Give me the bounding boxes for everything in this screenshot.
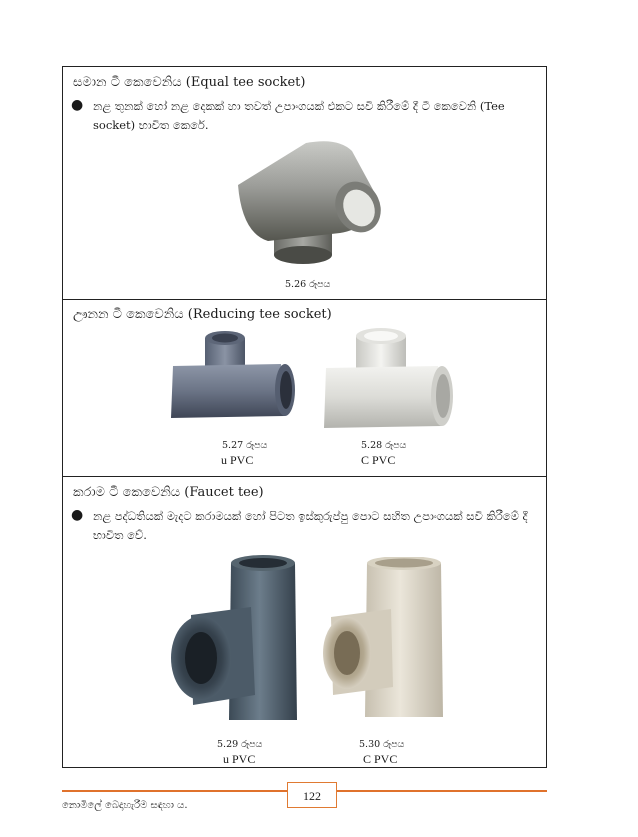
bullet-text: නළ තුනක් හෝ නළ දෙකක් හා තවත් උපාංගයක් එකට සවි කිරීමේ දී ටී කෙවෙනි (Tee socket) භාවිත කෙරේ.	[93, 99, 505, 132]
bullet-icon: ●	[71, 507, 84, 523]
figure-caption: 5.26 රූපය	[285, 279, 331, 290]
figure-caption: 5.28 රූපය	[361, 440, 407, 451]
footer-note: නොමිලේ බෙදාහැරීම සඳහා ය.	[62, 800, 188, 811]
page-number: 122	[287, 782, 337, 808]
figure-caption: 5.30 රූපය	[359, 739, 405, 750]
material-label: u PVC	[223, 752, 256, 766]
material-label: C PVC	[361, 453, 396, 467]
bullet-text: නළ පද්ධතියක් මැදට කරාමයක් හෝ පිටත ඉස්කුරුප්පු පොට සහිත උපාංගයක් සවි කිරීමේ දී භාවිත වේ.	[93, 509, 528, 542]
bullet-icon: ●	[71, 97, 84, 113]
reducing-tee-upvc-image	[163, 328, 303, 428]
material-label: C PVC	[363, 752, 398, 766]
figure-caption: 5.27 රූපය	[222, 440, 268, 451]
section-faucet-tee	[63, 477, 546, 768]
section-title: කරාම ටී කෙවෙනිය (Faucet tee)	[73, 485, 264, 500]
section-title: ඌනන ටී කෙවෙනිය (Reducing tee socket)	[73, 307, 332, 322]
faucet-tee-upvc-image	[171, 555, 311, 725]
section-title: සමාන ටී කෙවෙනිය (Equal tee socket)	[73, 75, 306, 90]
section-equal-tee	[63, 67, 546, 300]
section-reducing-tee	[63, 300, 546, 477]
equal-tee-image	[228, 137, 388, 267]
reducing-tee-cpvc-image	[318, 326, 458, 436]
figure-caption: 5.29 රූපය	[217, 739, 263, 750]
faucet-tee-cpvc-image	[321, 557, 461, 727]
material-label: u PVC	[221, 453, 254, 467]
content-frame	[62, 66, 547, 768]
